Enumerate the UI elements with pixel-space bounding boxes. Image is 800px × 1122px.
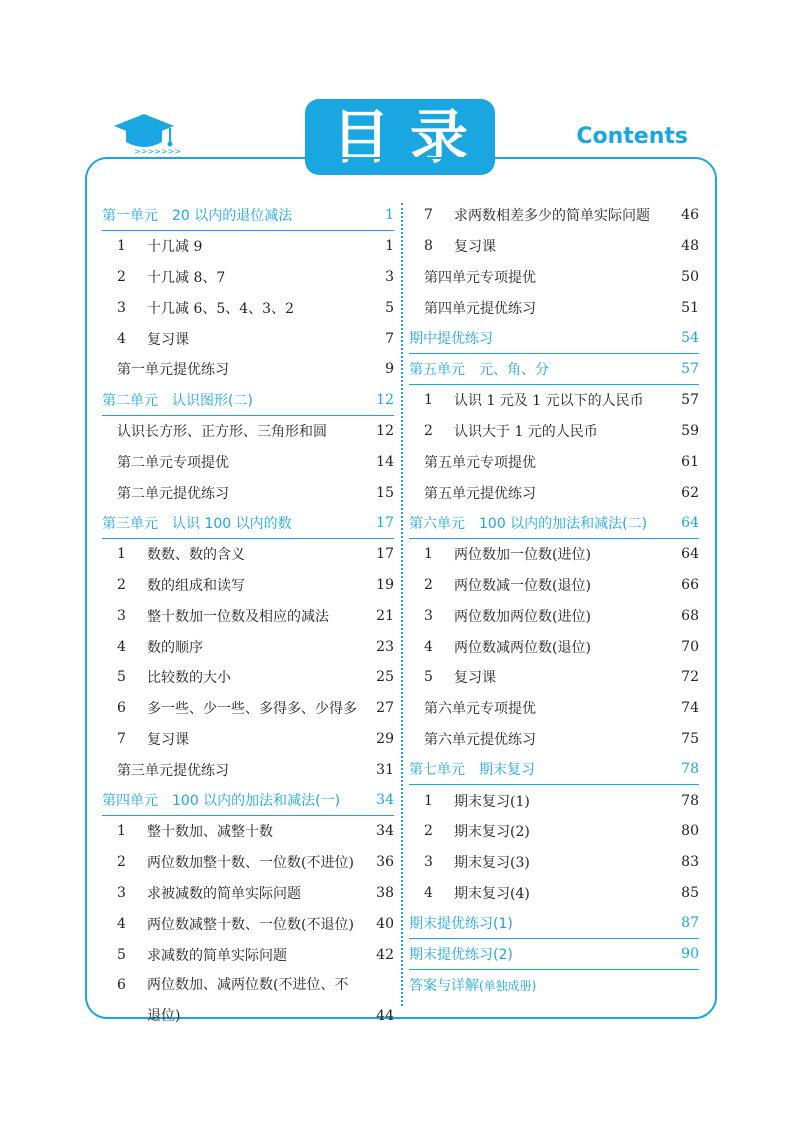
toc-unit-heading[interactable] (409, 939, 699, 970)
toc-page-number: 61 (681, 453, 699, 470)
toc-entry[interactable] (409, 816, 699, 847)
toc-entry-title: 第六单元提优练习 (424, 731, 536, 748)
toc-page-number: 40 (376, 915, 394, 932)
toc-entry-number: 1 (117, 823, 126, 840)
toc-entry[interactable] (102, 724, 394, 755)
toc-entry-number: 4 (117, 330, 126, 347)
toc-entry-number: 1 (117, 238, 126, 255)
toc-page-number: 1 (385, 238, 394, 255)
toc-entry[interactable] (409, 385, 699, 416)
toc-entry[interactable] (102, 631, 394, 662)
toc-entry-title: 认识长方形、正方形、三角形和圆 (117, 423, 327, 440)
column-divider (401, 203, 403, 1006)
toc-unit-title: 第七单元 期末复习 (409, 762, 535, 779)
toc-entry-title: 求减数的简单实际问题 (147, 947, 287, 964)
toc-page-number: 42 (376, 946, 394, 963)
toc-page-number: 78 (681, 761, 699, 778)
toc-entry[interactable] (102, 416, 394, 447)
toc-entry-number: 6 (117, 976, 126, 993)
toc-entry-title: 整十数加一位数及相应的减法 (147, 608, 329, 625)
toc-entry[interactable] (102, 231, 394, 262)
toc-left-column (102, 200, 394, 1032)
toc-entry-title: 数的顺序 (147, 639, 203, 656)
toc-unit-title: 第三单元 认识 100 以内的数 (102, 515, 292, 532)
toc-entry[interactable] (409, 724, 699, 755)
toc-page-number: 15 (376, 484, 394, 501)
toc-entry[interactable] (409, 570, 699, 601)
toc-entry-number: 1 (424, 392, 433, 409)
toc-page-number: 85 (681, 884, 699, 901)
toc-page-number: 3 (385, 268, 394, 285)
toc-entry-number: 3 (117, 607, 126, 624)
toc-entry-title: 两位数加整十数、一位数(不进位) (147, 855, 354, 872)
toc-page-number: 50 (681, 268, 699, 285)
toc-entry[interactable] (102, 908, 394, 939)
toc-entry-number: 7 (117, 730, 126, 747)
toc-page-number: 46 (681, 207, 699, 224)
toc-entry-number: 3 (424, 854, 433, 871)
toc-entry-title: 两位数加两位数(进位) (454, 608, 591, 625)
toc-page-number: 23 (376, 638, 394, 655)
toc-page-number: 75 (681, 730, 699, 747)
toc-entry-title: 第六单元专项提优 (424, 701, 536, 718)
toc-page-number: 51 (681, 299, 699, 316)
toc-page-number: 31 (376, 761, 394, 778)
toc-entry-number: 2 (424, 823, 433, 840)
toc-entry[interactable] (102, 446, 394, 477)
toc-entry[interactable] (102, 262, 394, 293)
toc-page-number: 34 (376, 792, 394, 809)
toc-page-number: 78 (681, 792, 699, 809)
toc-unit-heading[interactable] (102, 508, 394, 539)
toc-page-number: 90 (681, 946, 699, 963)
toc-entry-title: 复习课 (454, 239, 496, 256)
toc-right-column (409, 200, 699, 1001)
toc-entry-title: 整十数加、减整十数 (147, 824, 273, 841)
toc-page-number: 44 (376, 1007, 394, 1024)
toc-entry-number: 7 (424, 207, 433, 224)
toc-entry[interactable] (409, 231, 699, 262)
toc-unit-title: 第一单元 20 以内的退位减法 (102, 207, 293, 224)
toc-entry-number: 1 (117, 546, 126, 563)
toc-page-number: 74 (681, 700, 699, 717)
toc-page-number: 66 (681, 576, 699, 593)
toc-entry-number: 1 (424, 546, 433, 563)
toc-page-number: 64 (681, 546, 699, 563)
toc-entry-number: 4 (117, 638, 126, 655)
toc-entry-title: 期末复习(1) (454, 793, 530, 810)
toc-unit-note: (单独成册) (479, 979, 537, 994)
toc-page-number: 54 (681, 330, 699, 347)
toc-entry-title: 认识大于 1 元的人民币 (454, 423, 598, 440)
toc-entry-number: 2 (117, 854, 126, 871)
toc-entry-number: 4 (117, 915, 126, 932)
toc-entry[interactable] (409, 477, 699, 508)
toc-entry-number: 3 (117, 299, 126, 316)
toc-entry-number: 2 (424, 422, 433, 439)
toc-page-number: 25 (376, 669, 394, 686)
toc-unit-title: 第四单元 100 以内的加法和减法(一) (102, 793, 341, 810)
toc-page-number: 9 (385, 361, 394, 378)
toc-page-number: 14 (376, 453, 394, 470)
toc-entry[interactable] (102, 539, 394, 570)
toc-entry[interactable] (409, 693, 699, 724)
toc-entry-title: 多一些、少一些、多得多、少得多 (147, 701, 357, 718)
toc-page-number: 27 (376, 700, 394, 717)
toc-entry-title: 第四单元专项提优 (424, 269, 536, 286)
toc-entry[interactable] (102, 970, 394, 1032)
toc-entry-number: 5 (117, 946, 126, 963)
toc-page-number: 19 (376, 576, 394, 593)
toc-entry-title: 期末复习(2) (454, 824, 530, 841)
toc-entry-title: 两位数减一位数(退位) (454, 577, 591, 594)
toc-entry-number: 3 (424, 607, 433, 624)
toc-page-number: 17 (376, 514, 394, 531)
toc-entry-title: 第五单元提优练习 (424, 485, 536, 502)
contents-label: Contents (576, 124, 688, 149)
toc-entry[interactable] (102, 754, 394, 785)
toc-entry[interactable] (409, 662, 699, 693)
toc-page-number: 80 (681, 823, 699, 840)
toc-page-number: 68 (681, 607, 699, 624)
toc-entry[interactable] (409, 847, 699, 878)
toc-entry-title: 第一单元提优练习 (117, 362, 229, 379)
toc-entry-title: 比较数的大小 (147, 670, 231, 687)
toc-page-number: 12 (376, 422, 394, 439)
toc-entry-title: 复习课 (454, 670, 496, 687)
toc-page-number: 36 (376, 854, 394, 871)
toc-page-number: 29 (376, 730, 394, 747)
toc-page-number: 48 (681, 238, 699, 255)
toc-entry-title-line: 两位数加、减两位数(不进位、不 (147, 976, 349, 993)
toc-unit-heading[interactable] (102, 385, 394, 416)
toc-unit-heading[interactable] (409, 970, 699, 1001)
toc-entry[interactable] (409, 785, 699, 816)
toc-entry-title: 十几减 9 (147, 239, 203, 256)
toc-entry-number: 3 (117, 884, 126, 901)
toc-page-number: 38 (376, 884, 394, 901)
toc-page-number: 5 (385, 299, 394, 316)
toc-page-number: 34 (376, 823, 394, 840)
toc-entry[interactable] (409, 262, 699, 293)
toc-entry-title: 第二单元专项提优 (117, 454, 229, 471)
toc-entry-title: 第四单元提优练习 (424, 300, 536, 317)
toc-entry-number: 4 (424, 638, 433, 655)
toc-entry-title: 求被减数的简单实际问题 (147, 885, 301, 902)
toc-page-number: 83 (681, 854, 699, 871)
toc-unit-title: 期中提优练习 (409, 331, 493, 348)
toc-unit-title: 第二单元 认识图形(二) (102, 392, 253, 409)
toc-entry[interactable] (409, 416, 699, 447)
toc-entry[interactable] (102, 323, 394, 354)
toc-entry-number: 4 (424, 884, 433, 901)
toc-unit-heading[interactable] (102, 200, 394, 231)
toc-entry-title: 两位数加一位数(进位) (454, 547, 591, 564)
toc-entry[interactable] (102, 878, 394, 909)
toc-unit-heading[interactable] (102, 785, 394, 816)
svg-text:>>>>>>>: >>>>>>> (134, 147, 181, 156)
toc-entry-title: 两位数减两位数(退位) (454, 639, 591, 656)
toc-entry[interactable] (102, 816, 394, 847)
toc-entry[interactable] (102, 600, 394, 631)
toc-page-number: 1 (385, 206, 394, 223)
toc-entry-number: 2 (424, 576, 433, 593)
toc-unit-title: 期末提优练习(2) (409, 947, 513, 964)
toc-entry-number: 1 (424, 792, 433, 809)
toc-page-number: 70 (681, 638, 699, 655)
toc-entry-title: 第三单元提优练习 (117, 762, 229, 779)
toc-page-number: 87 (681, 915, 699, 932)
graduation-cap-icon (108, 108, 188, 156)
toc-entry[interactable] (102, 662, 394, 693)
toc-page-number: 72 (681, 669, 699, 686)
toc-entry-number: 8 (424, 238, 433, 255)
toc-page-number: 7 (385, 330, 394, 347)
toc-entry[interactable] (102, 847, 394, 878)
toc-page-number: 62 (681, 484, 699, 501)
toc-entry[interactable] (409, 292, 699, 323)
toc-page-number: 12 (376, 391, 394, 408)
toc-unit-title: 第五单元 元、角、分 (409, 361, 549, 378)
toc-entry[interactable] (102, 292, 394, 323)
toc-entry-number: 6 (117, 700, 126, 717)
toc-entry[interactable] (102, 693, 394, 724)
toc-page-number: 59 (681, 422, 699, 439)
toc-entry-title: 认识 1 元及 1 元以下的人民币 (454, 393, 644, 410)
toc-page-number: 57 (681, 360, 699, 377)
toc-unit-heading[interactable] (409, 908, 699, 939)
toc-entry-title: 第二单元提优练习 (117, 485, 229, 502)
toc-entry-title: 两位数减整十数、一位数(不退位) (147, 916, 354, 933)
toc-page-number: 17 (376, 546, 394, 563)
toc-entry[interactable] (102, 477, 394, 508)
toc-entry-title-line: 退位) (147, 1007, 181, 1024)
toc-entry[interactable] (102, 354, 394, 385)
toc-entry-number: 2 (117, 268, 126, 285)
toc-entry[interactable] (102, 570, 394, 601)
toc-entry-title: 期末复习(4) (454, 885, 530, 902)
toc-entry[interactable] (409, 600, 699, 631)
toc-entry-number: 5 (424, 669, 433, 686)
toc-entry-title: 复习课 (147, 331, 189, 348)
toc-entry-title: 第五单元专项提优 (424, 454, 536, 471)
toc-unit-title: 期末提优练习(1) (409, 916, 513, 933)
toc-unit-title: 第六单元 100 以内的加法和减法(二) (409, 515, 648, 532)
toc-entry-title (141, 970, 364, 1032)
toc-unit-title: 答案与详解(单独成册) (409, 978, 537, 995)
toc-entry[interactable] (102, 939, 394, 970)
toc-entry-title: 数数、数的含义 (147, 547, 245, 564)
toc-page-number: 21 (376, 607, 394, 624)
toc-page-number: 64 (681, 514, 699, 531)
toc-entry[interactable] (409, 200, 699, 231)
toc-unit-heading[interactable] (409, 754, 699, 785)
toc-entry-number: 2 (117, 576, 126, 593)
toc-entry[interactable] (409, 446, 699, 477)
toc-entry-title: 求两数相差多少的简单实际问题 (454, 208, 650, 225)
toc-entry-title: 期末复习(3) (454, 855, 530, 872)
toc-entry-number: 5 (117, 669, 126, 686)
toc-entry[interactable] (409, 878, 699, 909)
toc-page-number: 57 (681, 392, 699, 409)
toc-entry[interactable] (409, 631, 699, 662)
toc-unit-heading[interactable] (409, 354, 699, 385)
toc-unit-heading[interactable] (409, 323, 699, 354)
toc-entry-title: 数的组成和读写 (147, 577, 245, 594)
toc-entry-title: 十几减 8、7 (147, 269, 226, 286)
toc-unit-heading[interactable] (409, 508, 699, 539)
page-title: 目录 (305, 99, 495, 175)
toc-entry[interactable] (409, 539, 699, 570)
toc-entry-title: 十几减 6、5、4、3、2 (147, 300, 294, 317)
toc-entry-title: 复习课 (147, 731, 189, 748)
